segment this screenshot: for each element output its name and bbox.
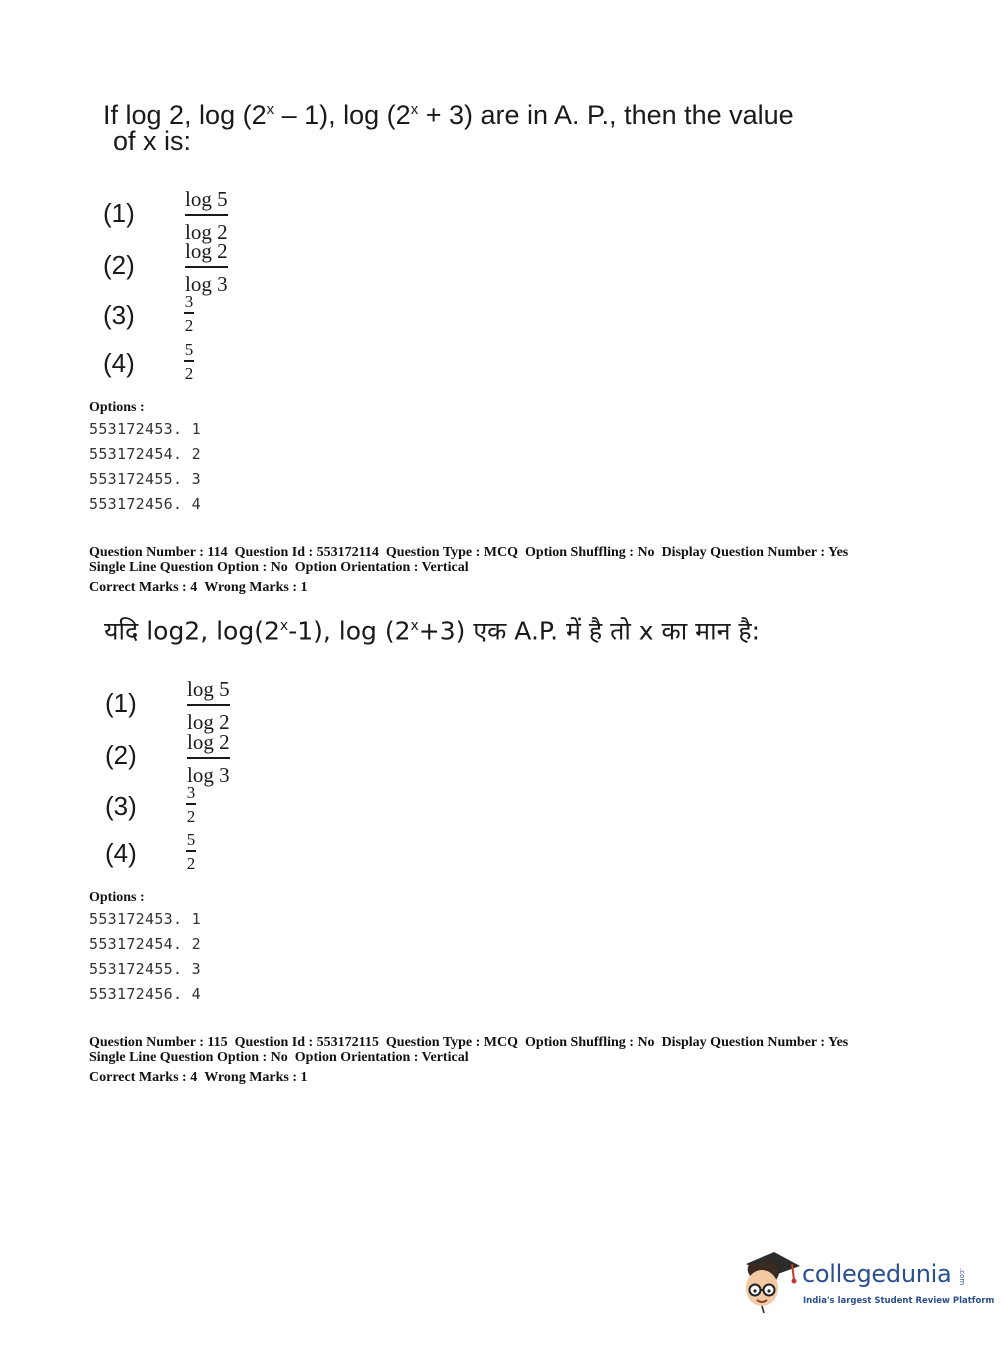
question-1-text-line1: If log 2, log (2$^x$ – 1), $\log (2^x + 3)$ are in A. P., then the value — [103, 100, 794, 130]
q2-option-4-number: (4) — [105, 838, 137, 868]
logo-suffix: .com — [958, 1268, 966, 1286]
collegedunia-logo[interactable] — [740, 1248, 995, 1318]
question-115-meta-line1: Question Number : 115 Question Id : 553172115 Question Type : MCQ Option Shuffling : No Display Question Number : Yes — [89, 1035, 849, 1050]
q2-option-4-fraction: 5 2 — [186, 830, 196, 873]
q1-option-id-1: 553172453. 1 — [89, 420, 201, 438]
q1-option-id-2: 553172454. 2 — [89, 445, 201, 463]
mascot-icon — [740, 1250, 802, 1314]
q2-option-1-number: (1) — [105, 688, 137, 718]
q2-option-1-fraction: log 5 log 2 — [187, 677, 230, 734]
question-1-text-line2: of x is: — [113, 126, 192, 156]
q1-option-id-4: 553172456. 4 — [89, 495, 201, 513]
q2-option-3-fraction: 3 2 — [186, 783, 196, 826]
q1-option-2-number: (2) — [103, 250, 135, 280]
q1-option-1-fraction: log 5 log 2 — [185, 187, 228, 244]
question-115-marks: Correct Marks : 4 Wrong Marks : 1 — [89, 1070, 308, 1085]
q1-option-3-number: (3) — [103, 300, 135, 330]
q2-options-label: Options : — [89, 890, 145, 905]
question-2-text: यदि log2, log(2$^x$-1), $\log (2^x+3)$ एक A.P. में है तो x का मान है: — [104, 616, 761, 646]
q1-option-2-fraction: log 2 log 3 — [185, 239, 228, 296]
q1-option-id-3: 553172455. 3 — [89, 470, 201, 488]
q2-option-3-number: (3) — [105, 791, 137, 821]
q2-option-2-fraction: log 2 log 3 — [187, 730, 230, 787]
q1-options-label: Options : — [89, 400, 145, 415]
q2-option-2-number: (2) — [105, 740, 137, 770]
q2-option-id-1: 553172453. 1 — [89, 910, 201, 928]
q1-option-4-number: (4) — [103, 348, 135, 378]
q1-option-4-fraction: 5 2 — [184, 340, 194, 383]
question-114-meta-line2: Single Line Question Option : No Option Orientation : Vertical — [89, 560, 469, 575]
question-114-meta-line1: Question Number : 114 Question Id : 553172114 Question Type : MCQ Option Shuffling : No Display Question Number : Yes — [89, 545, 849, 560]
q2-option-id-3: 553172455. 3 — [89, 960, 201, 978]
question-114-marks: Correct Marks : 4 Wrong Marks : 1 — [89, 580, 308, 595]
q1-option-1-number: (1) — [103, 198, 135, 228]
logo-name: collegedunia — [802, 1260, 952, 1288]
question-115-meta-line2: Single Line Question Option : No Option Orientation : Vertical — [89, 1050, 469, 1065]
q1-option-3-fraction: 3 2 — [184, 292, 194, 335]
q2-option-id-2: 553172454. 2 — [89, 935, 201, 953]
q2-option-id-4: 553172456. 4 — [89, 985, 201, 1003]
logo-tagline: India's largest Student Review Platform — [803, 1296, 995, 1306]
